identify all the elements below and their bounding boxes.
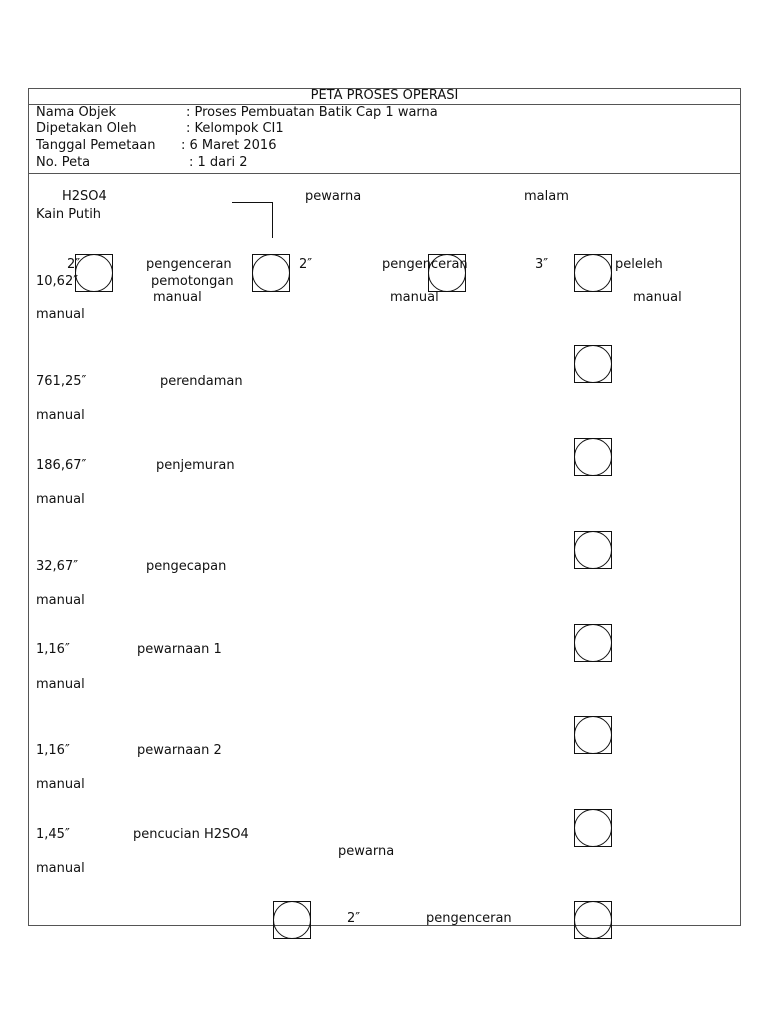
input-pewarna: pewarna [305, 189, 362, 204]
step-time: 186,67″ [36, 458, 87, 473]
field-value-date: : 6 Maret 2016 [181, 138, 277, 153]
operation-symbol [574, 901, 612, 939]
step-method: manual [36, 593, 85, 608]
step-name: pengenceran [382, 257, 468, 272]
chart-frame [28, 88, 741, 926]
step-name: peleleh [615, 257, 663, 272]
field-label-map-number: No. Peta [36, 155, 91, 170]
flow-connector [232, 202, 273, 238]
step-time: 2″ [347, 911, 361, 926]
step-method: manual [633, 290, 682, 305]
step-time: 1,16″ [36, 743, 70, 758]
step-time: 32,67″ [36, 559, 79, 574]
step-method: manual [36, 677, 85, 692]
operation-symbol [574, 438, 612, 476]
operation-symbol [574, 624, 612, 662]
field-label-mapped-by: Dipetakan Oleh [36, 121, 137, 136]
field-label-date: Tanggal Pemetaan [36, 138, 156, 153]
step-method: manual [153, 290, 202, 305]
step-time: 1,45″ [36, 827, 70, 842]
input-malam: malam [524, 189, 569, 204]
step-time: 1,16″ [36, 642, 70, 657]
step-time: 761,25″ [36, 374, 87, 389]
step-method: manual [36, 777, 85, 792]
operation-symbol [574, 716, 612, 754]
operation-symbol [75, 254, 113, 292]
step-time: 3″ [535, 257, 549, 272]
step-method: manual [36, 408, 85, 423]
operation-symbol [574, 254, 612, 292]
step-name: pengecapan [146, 559, 227, 574]
step-name: penjemuran [156, 458, 235, 473]
step-method: manual [36, 861, 85, 876]
step-name: pencucian H2SO4 [133, 827, 249, 842]
step-name: pengenceran [146, 257, 232, 272]
input-kain-putih: Kain Putih [36, 207, 102, 222]
operation-symbol [574, 809, 612, 847]
operation-symbol [252, 254, 290, 292]
operation-symbol [273, 901, 311, 939]
step-method: manual [390, 290, 439, 305]
step-time: 10,62″ [36, 274, 79, 289]
field-label-object: Nama Objek [36, 105, 117, 120]
step-name: pewarnaan 2 [137, 743, 222, 758]
input-h2so4: H2SO4 [62, 189, 107, 204]
operation-symbol [574, 531, 612, 569]
field-value-mapped-by: : Kelompok CI1 [186, 121, 284, 136]
field-value-map-number: : 1 dari 2 [189, 155, 248, 170]
step-time: 2″ [67, 257, 81, 272]
field-value-object: : Proses Pembuatan Batik Cap 1 warna [186, 105, 438, 120]
step-name: pengenceran [426, 911, 512, 926]
step-time: 2″ [299, 257, 313, 272]
operation-symbol [574, 345, 612, 383]
step-name: pemotongan [151, 274, 234, 289]
header-divider [28, 173, 741, 174]
page-title: PETA PROSES OPERASI [310, 88, 459, 103]
step-method: manual [36, 307, 85, 322]
step-method: manual [36, 492, 85, 507]
input-pewarna-bottom: pewarna [338, 844, 395, 859]
step-name: perendaman [160, 374, 243, 389]
step-name: pewarnaan 1 [137, 642, 222, 657]
